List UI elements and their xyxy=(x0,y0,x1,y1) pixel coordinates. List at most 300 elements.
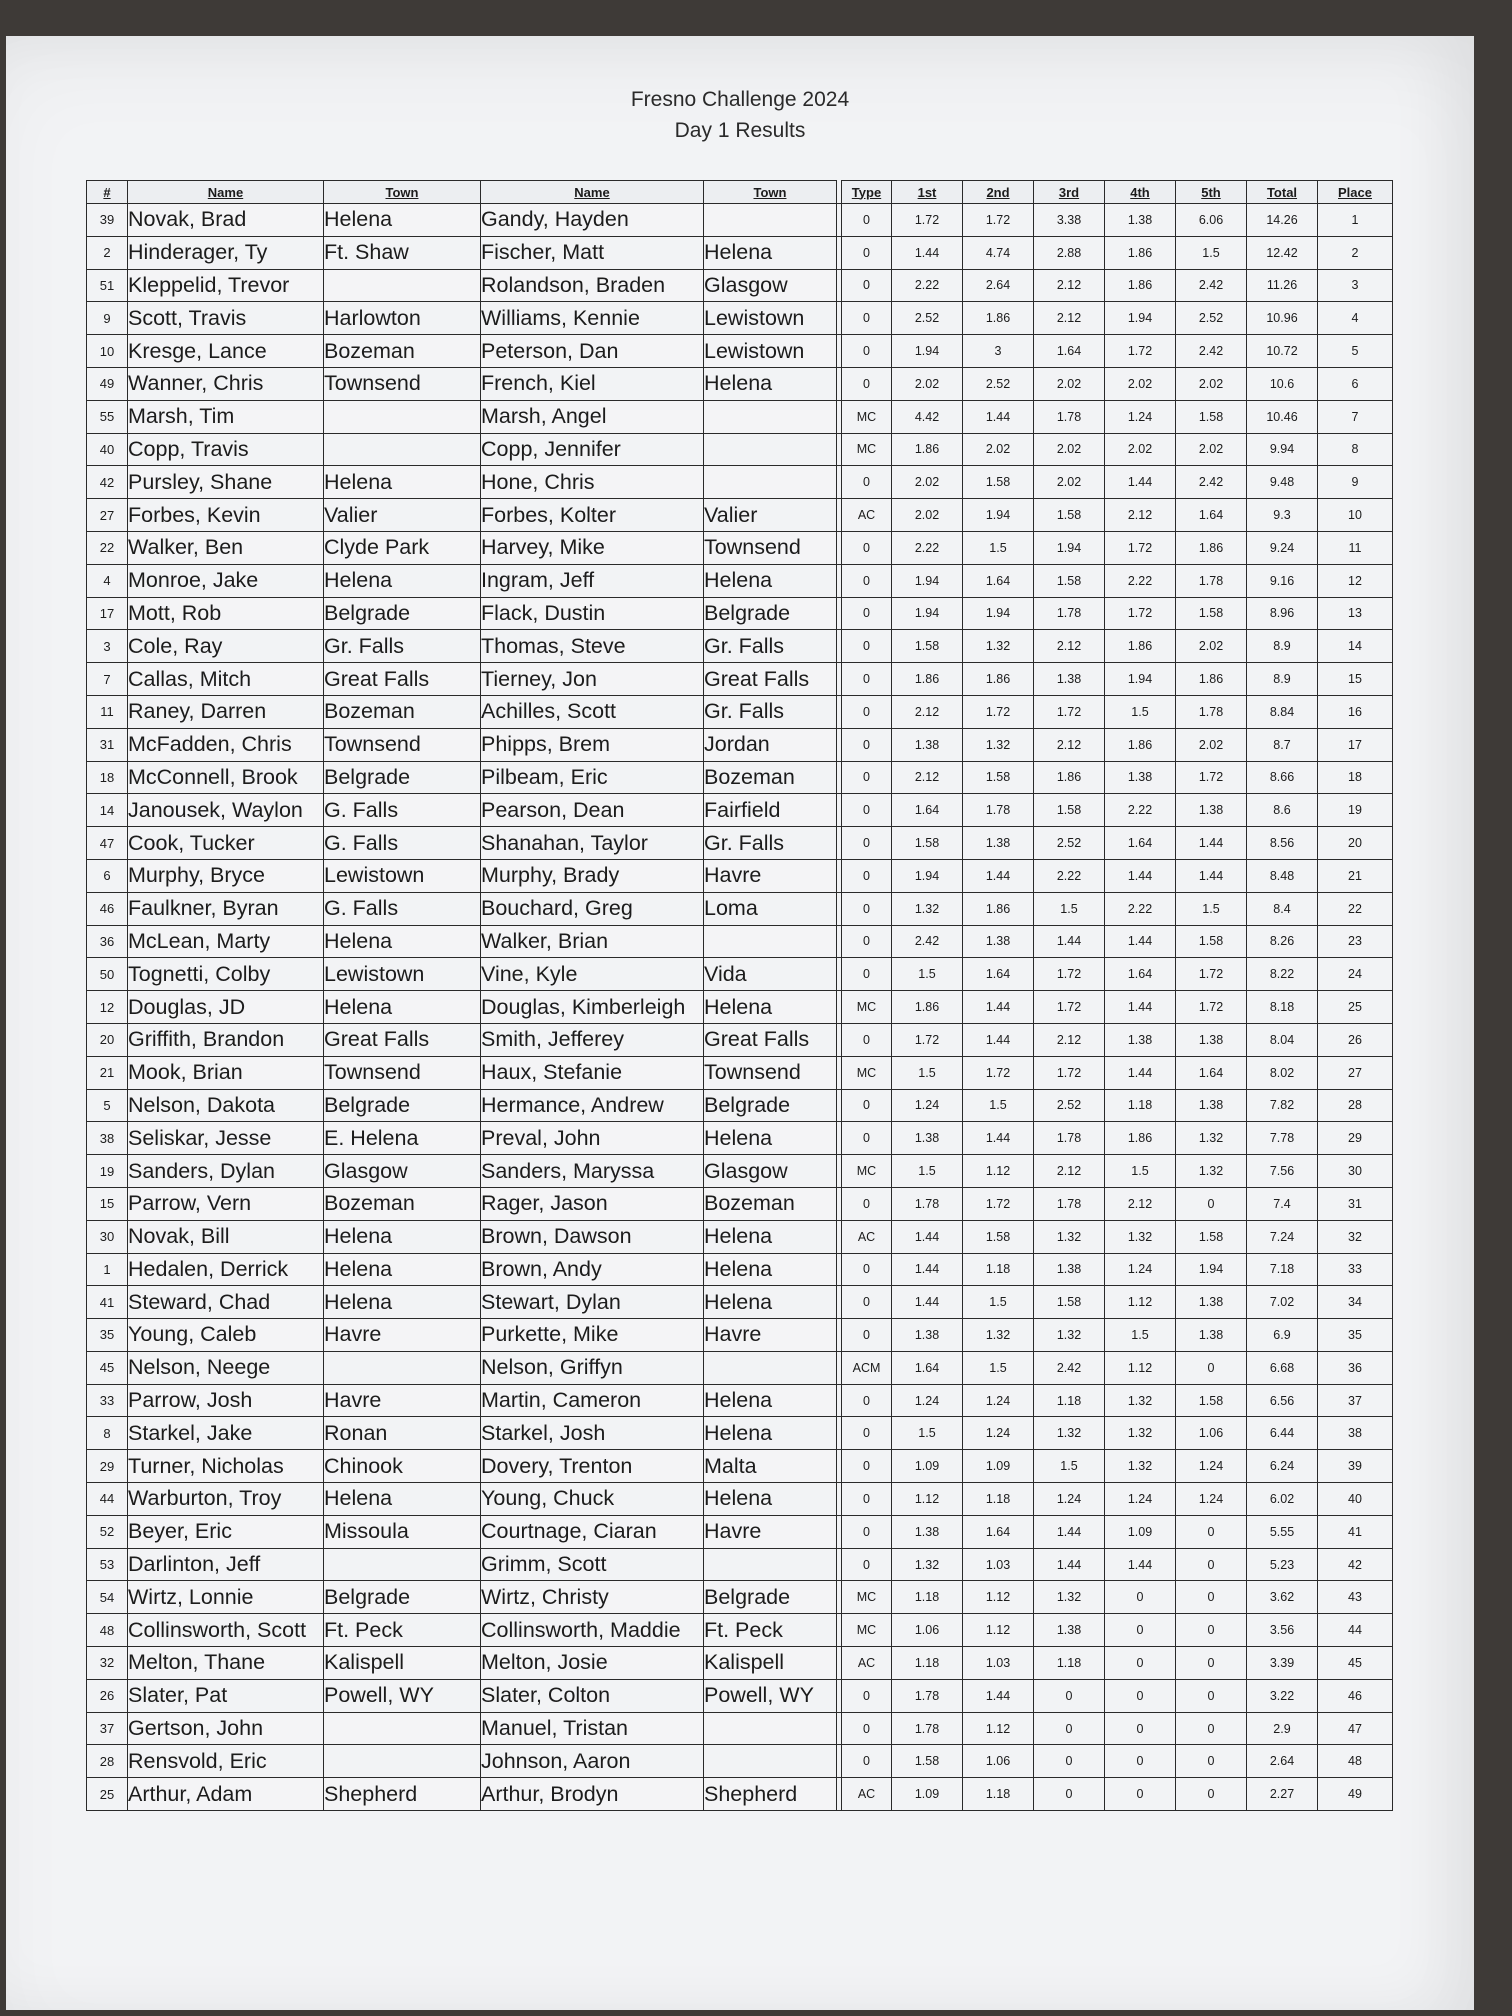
town-1: Helena xyxy=(324,1483,481,1516)
score-1st: 2.02 xyxy=(892,367,963,400)
score-3rd: 2.52 xyxy=(1034,827,1105,860)
town-2: Gr. Falls xyxy=(704,827,837,860)
score-1st: 1.24 xyxy=(892,1384,963,1417)
entry-number: 32 xyxy=(87,1647,128,1680)
score-3rd: 1.24 xyxy=(1034,1483,1105,1516)
town-1: Ft. Shaw xyxy=(324,236,481,269)
score-1st: 2.22 xyxy=(892,269,963,302)
type: 0 xyxy=(842,1712,892,1745)
name-1: Murphy, Bryce xyxy=(128,859,324,892)
score-5th: 1.78 xyxy=(1176,695,1247,728)
score-5th: 2.42 xyxy=(1176,335,1247,368)
name-1: Forbes, Kevin xyxy=(128,499,324,532)
results-table xyxy=(86,180,1393,1811)
score-3rd: 1.94 xyxy=(1034,531,1105,564)
title-block xyxy=(6,84,1474,146)
score-2nd: 1.72 xyxy=(963,695,1034,728)
place: 41 xyxy=(1318,1515,1393,1548)
score-4th: 1.32 xyxy=(1105,1220,1176,1253)
entry-number: 6 xyxy=(87,859,128,892)
town-2: Helena xyxy=(704,1220,837,1253)
entry-number: 11 xyxy=(87,695,128,728)
table-row xyxy=(87,794,1393,827)
place: 30 xyxy=(1318,1155,1393,1188)
town-1: Townsend xyxy=(324,367,481,400)
name-2: Stewart, Dylan xyxy=(481,1286,704,1319)
score-5th: 0 xyxy=(1176,1712,1247,1745)
table-row xyxy=(87,827,1393,860)
table-row xyxy=(87,1023,1393,1056)
score-1st: 1.5 xyxy=(892,958,963,991)
score-5th: 1.58 xyxy=(1176,1220,1247,1253)
score-4th: 1.44 xyxy=(1105,925,1176,958)
name-1: Kresge, Lance xyxy=(128,335,324,368)
type: 0 xyxy=(842,1679,892,1712)
table-row xyxy=(87,695,1393,728)
entry-number: 28 xyxy=(87,1745,128,1778)
score-1st: 1.38 xyxy=(892,1122,963,1155)
table-row xyxy=(87,204,1393,237)
town-1: Lewistown xyxy=(324,859,481,892)
town-1: Townsend xyxy=(324,1056,481,1089)
type: 0 xyxy=(842,1187,892,1220)
entry-number: 18 xyxy=(87,761,128,794)
type: 0 xyxy=(842,466,892,499)
score-3rd: 2.42 xyxy=(1034,1351,1105,1384)
score-4th: 1.44 xyxy=(1105,466,1176,499)
type: 0 xyxy=(842,663,892,696)
town-1: Helena xyxy=(324,925,481,958)
score-2nd: 1.5 xyxy=(963,1351,1034,1384)
town-2: Bozeman xyxy=(704,761,837,794)
score-1st: 1.32 xyxy=(892,1548,963,1581)
name-2: Preval, John xyxy=(481,1122,704,1155)
entry-number: 22 xyxy=(87,531,128,564)
score-4th: 1.5 xyxy=(1105,1319,1176,1352)
place: 13 xyxy=(1318,597,1393,630)
score-3rd: 1.44 xyxy=(1034,1548,1105,1581)
town-1: Chinook xyxy=(324,1450,481,1483)
score-4th: 1.44 xyxy=(1105,1548,1176,1581)
score-2nd: 1.03 xyxy=(963,1548,1034,1581)
place: 35 xyxy=(1318,1319,1393,1352)
score-5th: 1.06 xyxy=(1176,1417,1247,1450)
score-5th: 2.02 xyxy=(1176,728,1247,761)
table-row xyxy=(87,630,1393,663)
town-2: Helena xyxy=(704,367,837,400)
score-1st: 1.72 xyxy=(892,1023,963,1056)
entry-number: 46 xyxy=(87,892,128,925)
entry-number: 30 xyxy=(87,1220,128,1253)
town-2: Townsend xyxy=(704,531,837,564)
town-1: Clyde Park xyxy=(324,531,481,564)
name-1: Seliskar, Jesse xyxy=(128,1122,324,1155)
score-3rd: 1.5 xyxy=(1034,892,1105,925)
table-row xyxy=(87,1089,1393,1122)
total: 6.9 xyxy=(1247,1319,1318,1352)
type: 0 xyxy=(842,892,892,925)
table-row xyxy=(87,1122,1393,1155)
score-4th: 1.86 xyxy=(1105,236,1176,269)
total: 8.66 xyxy=(1247,761,1318,794)
place: 12 xyxy=(1318,564,1393,597)
score-1st: 1.86 xyxy=(892,663,963,696)
score-1st: 1.5 xyxy=(892,1056,963,1089)
town-2: Ft. Peck xyxy=(704,1614,837,1647)
score-4th: 1.44 xyxy=(1105,991,1176,1024)
score-1st: 1.86 xyxy=(892,991,963,1024)
score-3rd: 2.22 xyxy=(1034,859,1105,892)
score-3rd: 0 xyxy=(1034,1679,1105,1712)
score-5th: 2.02 xyxy=(1176,630,1247,663)
score-3rd: 1.72 xyxy=(1034,695,1105,728)
col-header-name-1: Name xyxy=(128,181,324,204)
town-1 xyxy=(324,269,481,302)
table-row xyxy=(87,433,1393,466)
name-1: Wanner, Chris xyxy=(128,367,324,400)
place: 45 xyxy=(1318,1647,1393,1680)
name-2: Dovery, Trenton xyxy=(481,1450,704,1483)
place: 47 xyxy=(1318,1712,1393,1745)
town-1: Ronan xyxy=(324,1417,481,1450)
total: 8.04 xyxy=(1247,1023,1318,1056)
score-3rd: 1.72 xyxy=(1034,991,1105,1024)
place: 27 xyxy=(1318,1056,1393,1089)
total: 9.3 xyxy=(1247,499,1318,532)
name-2: Nelson, Griffyn xyxy=(481,1351,704,1384)
score-1st: 1.24 xyxy=(892,1089,963,1122)
town-2 xyxy=(704,1351,837,1384)
town-2: Helena xyxy=(704,1417,837,1450)
town-1 xyxy=(324,1548,481,1581)
page-title: Fresno Challenge 2024 xyxy=(630,88,850,111)
entry-number: 21 xyxy=(87,1056,128,1089)
town-2 xyxy=(704,1745,837,1778)
score-3rd: 0 xyxy=(1034,1778,1105,1811)
score-5th: 1.5 xyxy=(1176,236,1247,269)
name-1: Starkel, Jake xyxy=(128,1417,324,1450)
place: 39 xyxy=(1318,1450,1393,1483)
entry-number: 48 xyxy=(87,1614,128,1647)
town-1: Shepherd xyxy=(324,1778,481,1811)
entry-number: 51 xyxy=(87,269,128,302)
entry-number: 42 xyxy=(87,466,128,499)
town-2: Glasgow xyxy=(704,269,837,302)
score-2nd: 1.32 xyxy=(963,728,1034,761)
type: 0 xyxy=(842,1319,892,1352)
score-5th: 0 xyxy=(1176,1187,1247,1220)
town-1: Havre xyxy=(324,1319,481,1352)
name-2: Arthur, Brodyn xyxy=(481,1778,704,1811)
score-3rd: 1.18 xyxy=(1034,1647,1105,1680)
type: 0 xyxy=(842,827,892,860)
type: 0 xyxy=(842,1089,892,1122)
type: ACM xyxy=(842,1351,892,1384)
table-row xyxy=(87,1384,1393,1417)
total: 6.02 xyxy=(1247,1483,1318,1516)
total: 8.56 xyxy=(1247,827,1318,860)
town-2: Great Falls xyxy=(704,663,837,696)
name-1: Wirtz, Lonnie xyxy=(128,1581,324,1614)
table-row xyxy=(87,859,1393,892)
score-4th: 1.86 xyxy=(1105,630,1176,663)
score-1st: 4.42 xyxy=(892,400,963,433)
name-2: Gandy, Hayden xyxy=(481,204,704,237)
town-1: Belgrade xyxy=(324,1089,481,1122)
score-4th: 1.38 xyxy=(1105,1023,1176,1056)
score-2nd: 2.64 xyxy=(963,269,1034,302)
total: 7.02 xyxy=(1247,1286,1318,1319)
score-5th: 0 xyxy=(1176,1679,1247,1712)
name-1: Young, Caleb xyxy=(128,1319,324,1352)
name-1: Janousek, Waylon xyxy=(128,794,324,827)
entry-number: 53 xyxy=(87,1548,128,1581)
town-2: Vida xyxy=(704,958,837,991)
score-2nd: 1.58 xyxy=(963,466,1034,499)
town-2: Helena xyxy=(704,236,837,269)
town-1: Belgrade xyxy=(324,1581,481,1614)
entry-number: 3 xyxy=(87,630,128,663)
place: 43 xyxy=(1318,1581,1393,1614)
score-1st: 1.94 xyxy=(892,564,963,597)
score-5th: 1.32 xyxy=(1176,1155,1247,1188)
town-1: Belgrade xyxy=(324,761,481,794)
score-1st: 1.18 xyxy=(892,1647,963,1680)
entry-number: 7 xyxy=(87,663,128,696)
score-4th: 1.64 xyxy=(1105,827,1176,860)
score-2nd: 1.58 xyxy=(963,1220,1034,1253)
total: 3.39 xyxy=(1247,1647,1318,1680)
col-header-place: Place xyxy=(1318,181,1393,204)
score-3rd: 2.52 xyxy=(1034,1089,1105,1122)
name-2: Hermance, Andrew xyxy=(481,1089,704,1122)
entry-number: 10 xyxy=(87,335,128,368)
score-4th: 1.24 xyxy=(1105,1253,1176,1286)
score-3rd: 1.72 xyxy=(1034,958,1105,991)
type: MC xyxy=(842,991,892,1024)
score-1st: 1.78 xyxy=(892,1679,963,1712)
type: 0 xyxy=(842,597,892,630)
entry-number: 25 xyxy=(87,1778,128,1811)
table-row xyxy=(87,1778,1393,1811)
type: AC xyxy=(842,499,892,532)
score-1st: 2.12 xyxy=(892,695,963,728)
name-2: Wirtz, Christy xyxy=(481,1581,704,1614)
place: 42 xyxy=(1318,1548,1393,1581)
type: 0 xyxy=(842,1417,892,1450)
entry-number: 8 xyxy=(87,1417,128,1450)
score-3rd: 3.38 xyxy=(1034,204,1105,237)
type: 0 xyxy=(842,1515,892,1548)
type: AC xyxy=(842,1647,892,1680)
place: 10 xyxy=(1318,499,1393,532)
table-row xyxy=(87,1155,1393,1188)
town-1 xyxy=(324,400,481,433)
total: 7.56 xyxy=(1247,1155,1318,1188)
total: 7.82 xyxy=(1247,1089,1318,1122)
score-5th: 1.72 xyxy=(1176,761,1247,794)
name-1: Mook, Brian xyxy=(128,1056,324,1089)
town-1: Bozeman xyxy=(324,1187,481,1220)
score-5th: 2.42 xyxy=(1176,466,1247,499)
name-1: Tognetti, Colby xyxy=(128,958,324,991)
type: AC xyxy=(842,1778,892,1811)
score-4th: 1.5 xyxy=(1105,695,1176,728)
score-5th: 0 xyxy=(1176,1614,1247,1647)
score-1st: 1.18 xyxy=(892,1581,963,1614)
score-5th: 2.02 xyxy=(1176,367,1247,400)
score-5th: 1.86 xyxy=(1176,531,1247,564)
table-row xyxy=(87,1745,1393,1778)
score-5th: 1.38 xyxy=(1176,1319,1247,1352)
town-1: Lewistown xyxy=(324,958,481,991)
name-2: Ingram, Jeff xyxy=(481,564,704,597)
entry-number: 9 xyxy=(87,302,128,335)
score-1st: 1.38 xyxy=(892,728,963,761)
type: 0 xyxy=(842,728,892,761)
score-5th: 1.78 xyxy=(1176,564,1247,597)
total: 9.48 xyxy=(1247,466,1318,499)
score-1st: 1.09 xyxy=(892,1778,963,1811)
score-1st: 1.94 xyxy=(892,597,963,630)
name-1: Raney, Darren xyxy=(128,695,324,728)
score-3rd: 1.38 xyxy=(1034,663,1105,696)
type: 0 xyxy=(842,335,892,368)
place: 6 xyxy=(1318,367,1393,400)
score-2nd: 1.94 xyxy=(963,499,1034,532)
score-4th: 1.09 xyxy=(1105,1515,1176,1548)
name-1: McConnell, Brook xyxy=(128,761,324,794)
total: 8.26 xyxy=(1247,925,1318,958)
score-1st: 1.44 xyxy=(892,236,963,269)
name-2: Brown, Dawson xyxy=(481,1220,704,1253)
entry-number: 54 xyxy=(87,1581,128,1614)
place: 25 xyxy=(1318,991,1393,1024)
score-3rd: 2.02 xyxy=(1034,367,1105,400)
place: 4 xyxy=(1318,302,1393,335)
name-2: Harvey, Mike xyxy=(481,531,704,564)
type: 0 xyxy=(842,1483,892,1516)
score-1st: 1.44 xyxy=(892,1253,963,1286)
town-1: Harlowton xyxy=(324,302,481,335)
total: 9.94 xyxy=(1247,433,1318,466)
town-2: Gr. Falls xyxy=(704,630,837,663)
town-1 xyxy=(324,433,481,466)
town-2 xyxy=(704,925,837,958)
place: 29 xyxy=(1318,1122,1393,1155)
score-2nd: 1.72 xyxy=(963,1187,1034,1220)
table-row xyxy=(87,1679,1393,1712)
entry-number: 50 xyxy=(87,958,128,991)
table-row xyxy=(87,1614,1393,1647)
name-1: Kleppelid, Trevor xyxy=(128,269,324,302)
type: 0 xyxy=(842,1253,892,1286)
town-2: Lewistown xyxy=(704,335,837,368)
score-1st: 1.78 xyxy=(892,1187,963,1220)
table-row xyxy=(87,925,1393,958)
score-3rd: 2.12 xyxy=(1034,1023,1105,1056)
type: 0 xyxy=(842,531,892,564)
score-4th: 1.12 xyxy=(1105,1286,1176,1319)
entry-number: 39 xyxy=(87,204,128,237)
score-5th: 2.42 xyxy=(1176,269,1247,302)
score-2nd: 1.12 xyxy=(963,1614,1034,1647)
table-row xyxy=(87,1647,1393,1680)
name-1: Cook, Tucker xyxy=(128,827,324,860)
score-1st: 1.5 xyxy=(892,1417,963,1450)
score-5th: 1.38 xyxy=(1176,1089,1247,1122)
score-3rd: 1.58 xyxy=(1034,564,1105,597)
total: 6.44 xyxy=(1247,1417,1318,1450)
name-2: Fischer, Matt xyxy=(481,236,704,269)
table-row xyxy=(87,335,1393,368)
score-3rd: 1.78 xyxy=(1034,597,1105,630)
score-5th: 1.44 xyxy=(1176,859,1247,892)
total: 3.22 xyxy=(1247,1679,1318,1712)
town-2 xyxy=(704,433,837,466)
place: 5 xyxy=(1318,335,1393,368)
total: 7.78 xyxy=(1247,1122,1318,1155)
type: 0 xyxy=(842,794,892,827)
entry-number: 47 xyxy=(87,827,128,860)
type: AC xyxy=(842,1220,892,1253)
place: 19 xyxy=(1318,794,1393,827)
total: 8.9 xyxy=(1247,630,1318,663)
town-1: Glasgow xyxy=(324,1155,481,1188)
score-5th: 1.72 xyxy=(1176,991,1247,1024)
name-2: Forbes, Kolter xyxy=(481,499,704,532)
town-2: Powell, WY xyxy=(704,1679,837,1712)
score-1st: 1.58 xyxy=(892,630,963,663)
score-3rd: 1.64 xyxy=(1034,335,1105,368)
total: 8.96 xyxy=(1247,597,1318,630)
table-row xyxy=(87,1581,1393,1614)
total: 7.4 xyxy=(1247,1187,1318,1220)
name-1: Collinsworth, Scott xyxy=(128,1614,324,1647)
name-2: Collinsworth, Maddie xyxy=(481,1614,704,1647)
town-2: Valier xyxy=(704,499,837,532)
page-subtitle: Day 1 Results xyxy=(674,119,806,142)
town-1 xyxy=(324,1712,481,1745)
name-1: Beyer, Eric xyxy=(128,1515,324,1548)
type: 0 xyxy=(842,958,892,991)
table-row xyxy=(87,466,1393,499)
score-4th: 0 xyxy=(1105,1614,1176,1647)
table-row xyxy=(87,499,1393,532)
town-2: Helena xyxy=(704,1286,837,1319)
entry-number: 52 xyxy=(87,1515,128,1548)
score-4th: 1.24 xyxy=(1105,400,1176,433)
type: 0 xyxy=(842,1745,892,1778)
name-1: Sanders, Dylan xyxy=(128,1155,324,1188)
score-2nd: 1.18 xyxy=(963,1483,1034,1516)
total: 10.96 xyxy=(1247,302,1318,335)
town-2: Helena xyxy=(704,1253,837,1286)
name-2: Brown, Andy xyxy=(481,1253,704,1286)
name-2: Murphy, Brady xyxy=(481,859,704,892)
score-1st: 1.64 xyxy=(892,794,963,827)
type: MC xyxy=(842,400,892,433)
town-1: Bozeman xyxy=(324,695,481,728)
score-3rd: 1.72 xyxy=(1034,1056,1105,1089)
entry-number: 55 xyxy=(87,400,128,433)
score-2nd: 1.44 xyxy=(963,1122,1034,1155)
total: 12.42 xyxy=(1247,236,1318,269)
place: 20 xyxy=(1318,827,1393,860)
place: 38 xyxy=(1318,1417,1393,1450)
name-2: Thomas, Steve xyxy=(481,630,704,663)
score-1st: 1.38 xyxy=(892,1515,963,1548)
